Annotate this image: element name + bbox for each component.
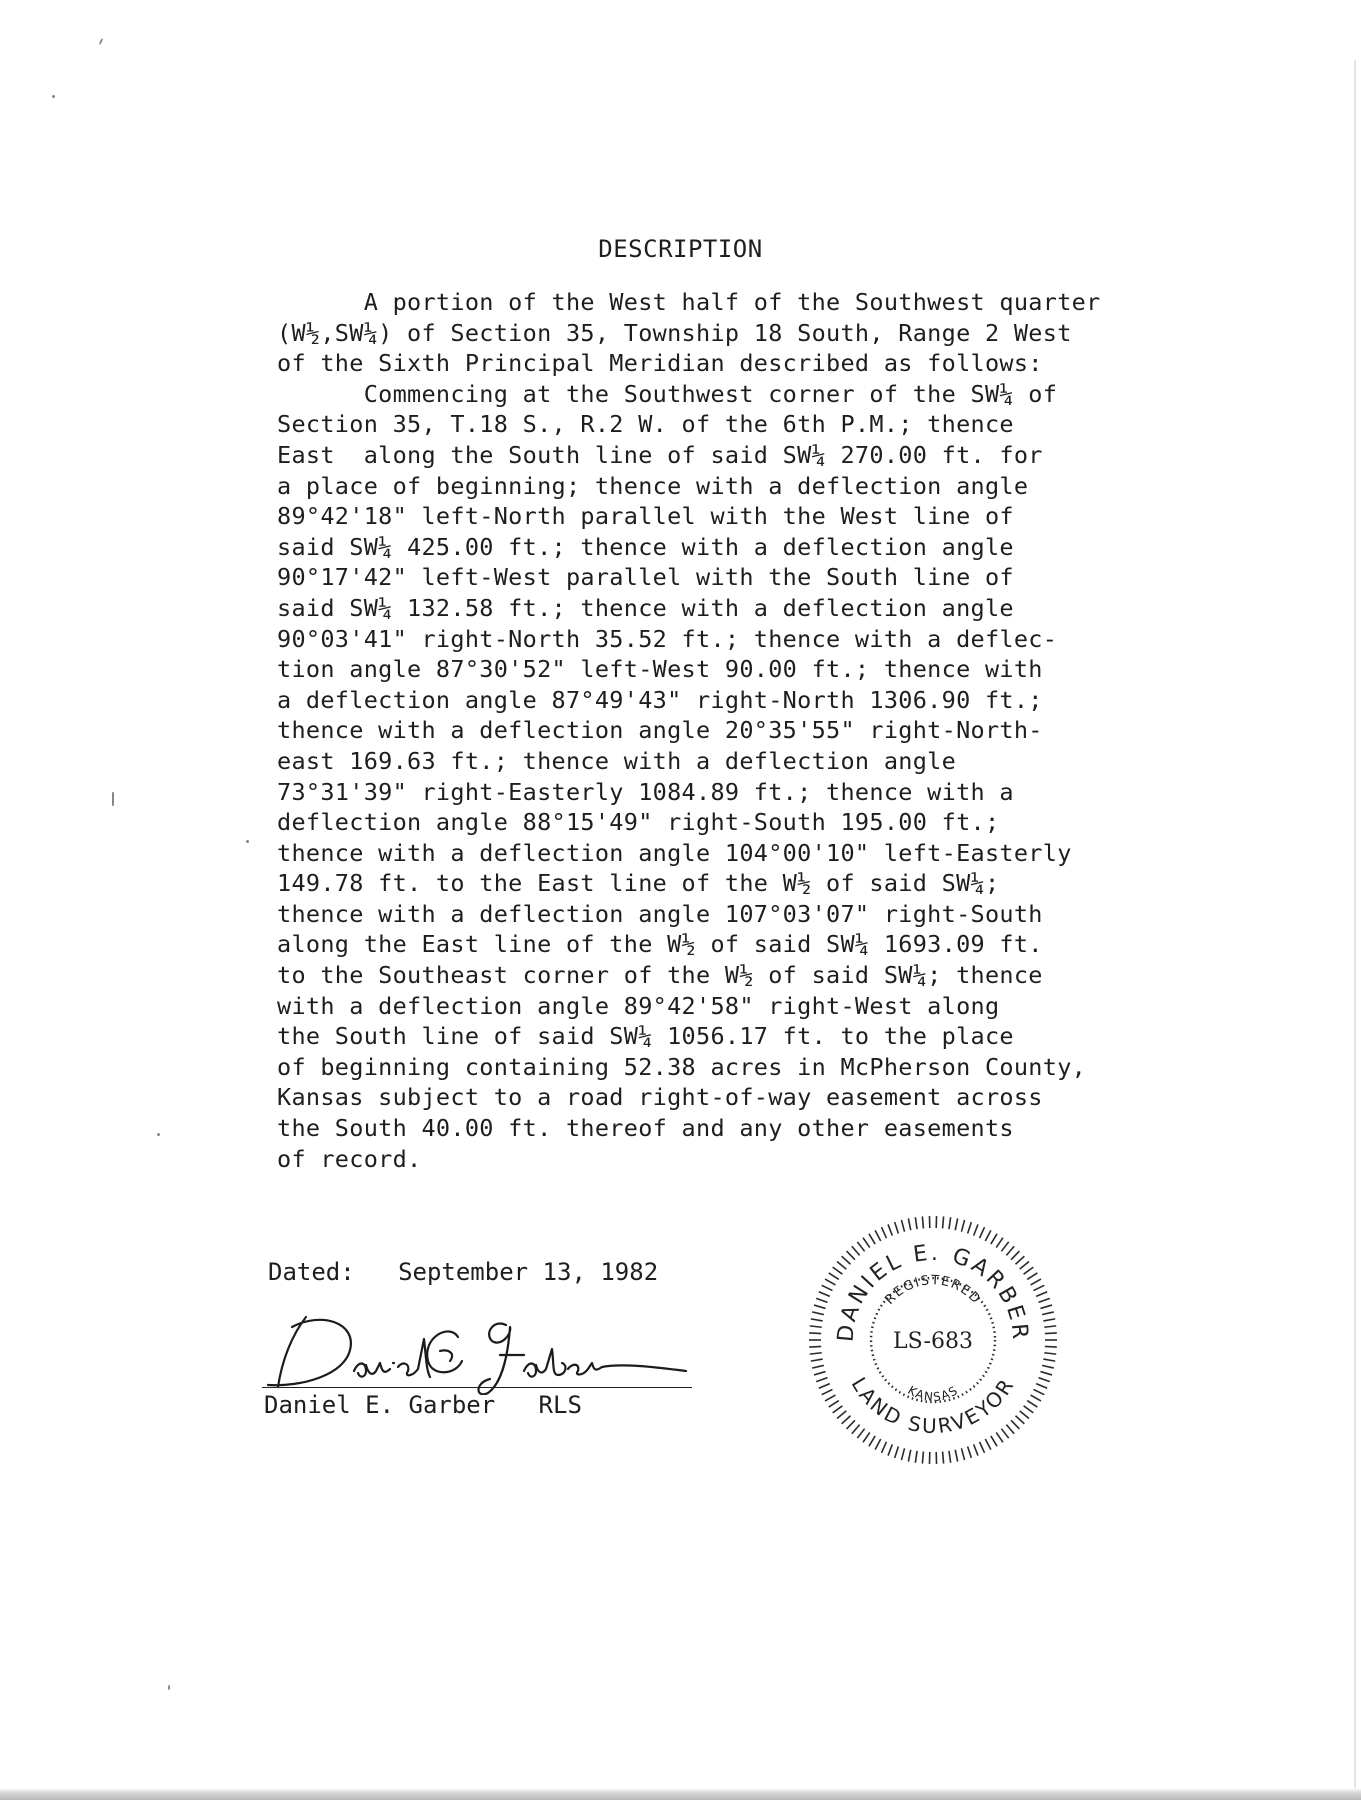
seal-tick [812,1312,824,1315]
seal-tick [822,1285,833,1290]
seal-tick [1042,1312,1054,1315]
seal-tick [991,1436,997,1446]
seal-tick [915,1451,917,1463]
document-title: DESCRIPTION [598,235,763,263]
seal-tick [1011,1420,1019,1429]
seal-tick [847,1251,855,1260]
seal-tick [915,1217,917,1229]
seal-tick [837,1411,846,1419]
description-line: of record. [277,1144,422,1173]
seal-tick [1038,1378,1049,1382]
seal-tick [825,1395,835,1401]
seal-tick [829,1273,839,1279]
seal-tick [1034,1389,1045,1394]
svg-text:LAND SURVEYOR [847,1373,1020,1438]
seal-tick [1044,1326,1056,1327]
seal-tick [829,1401,839,1407]
description-line: of the Sixth Principal Meridian described as follows: [277,349,1043,378]
seal-tick [985,1230,991,1241]
seal-tick [901,1220,904,1232]
seal-tick [901,1448,904,1460]
seal-tick [974,1444,978,1455]
seal-tick [1016,1416,1025,1424]
seal-tick [943,1452,944,1464]
seal-tick [863,1238,870,1248]
seal-tick [1011,1251,1019,1260]
description-line: said SW¼ 425.00 ft.; thence with a deflection angle [277,532,1014,561]
seal-outer-text: DANIEL E. GARBER [833,1240,1033,1343]
seal-tick [949,1217,951,1229]
seal-tick [888,1224,892,1235]
description-line: Kansas subject to a road right-of-way easement across [277,1083,1043,1112]
seal-tick [875,1230,881,1241]
seal-tick [1043,1359,1055,1361]
seal-tick [1027,1273,1037,1279]
seal-tick [1034,1285,1045,1290]
description-line: Commencing at the Southwest corner of the SW¼ of [277,379,1058,408]
seal-tick [857,1242,864,1252]
seal-tick [1001,1429,1008,1439]
seal-tick [842,1256,851,1264]
description-line: a deflection angle 87°49'43" right-North 1306.90 ft.; [277,685,1043,714]
seal-tick [1043,1319,1055,1321]
seal-tick [810,1353,822,1354]
seal-tick [888,1444,892,1455]
signer-name: Daniel E. Garber [264,1391,496,1419]
description-line: deflection angle 88°15'49" right-South 195.00 ft.; [277,808,1000,837]
description-line: along the East line of the W½ of said SW¼ 1693.09 ft. [277,930,1043,959]
seal-tick [857,1429,864,1439]
seal-tick [814,1305,826,1308]
surveyor-seal [803,1210,1063,1470]
description-line: 90°03'41" right-North 35.52 ft.; thence with a deflec- [277,624,1058,653]
scan-speck [52,95,55,98]
description-line: the South line of said SW¼ 1056.17 ft. to the place [277,1022,1014,1051]
seal-tick [1024,1406,1034,1413]
seal-tick [852,1425,860,1434]
seal-tick [852,1246,860,1255]
seal-tick [1040,1372,1052,1375]
description-line: 73°31'39" right-Easterly 1084.89 ft.; thence with a [277,777,1014,806]
seal-tick [895,1222,899,1233]
seal-tick [869,1436,875,1446]
seal-tick [1031,1279,1041,1285]
signature-line [262,1387,692,1388]
scan-speck [168,1685,170,1690]
seal-license-number: LS-683 [893,1329,973,1354]
seal-tick [922,1452,923,1464]
seal-tick [1031,1395,1041,1401]
seal-tick [833,1267,843,1274]
seal-tick [1006,1246,1014,1255]
description-line: Section 35, T.18 S., R.2 W. of the 6th P.M.; thence [277,410,1014,439]
seal-tick [955,1450,957,1462]
scan-edge-shadow [1354,60,1356,1790]
seal-tick [814,1372,826,1375]
seal-tick [1042,1365,1054,1368]
seal-tick [974,1224,978,1235]
seal-tick [810,1326,822,1327]
description-line: to the Southeast corner of the W½ of said SW¼; thence [277,961,1043,990]
dated-label: Dated: [268,1258,355,1286]
description-line: East along the South line of said SW¼ 270.00 ft. for [277,440,1043,469]
seal-tick [985,1439,991,1450]
seal-tick [819,1292,830,1297]
seal-tick [949,1451,951,1463]
seal-tick [968,1222,972,1233]
description-line: (W½,SW¼) of Section 35, Township 18 South, Range 2 West [277,318,1072,347]
seal-tick [980,1442,985,1453]
seal-tick [1006,1425,1014,1434]
description-line: 89°42'18" left-North parallel with the West line of [277,502,1014,531]
dated-line [268,1258,658,1286]
scan-bottom-edge [0,1788,1361,1800]
description-line: A portion of the West half of the Southwest quarter [277,288,1101,316]
seal-tick [847,1420,855,1429]
seal-tick [881,1442,886,1453]
seal-tick [968,1447,972,1458]
description-line: thence with a deflection angle 104°00'10" left-Easterly [277,838,1072,867]
seal-tick [961,1448,964,1460]
description-line: with a deflection angle 89°42'58" right-West along [277,991,1000,1020]
seal-tick [837,1262,846,1270]
seal-tick [881,1227,886,1238]
scan-speck [157,1133,160,1136]
description-line: east 169.63 ft.; thence with a deflection angle [277,746,957,775]
seal-tick [980,1227,985,1238]
description-line: thence with a deflection angle 20°35'55" right-North- [277,716,1043,745]
seal-tick [863,1432,870,1442]
seal-tick [1027,1401,1037,1407]
seal-tick [1044,1353,1056,1354]
svg-text:KANSAS [905,1383,960,1404]
description-line: 149.78 ft. to the East line of the W½ of said SW¼; [277,869,1000,898]
seal-tick [819,1384,830,1389]
seal-tick [1040,1305,1052,1308]
description-line: a place of beginning; thence with a deflection angle [277,471,1029,500]
seal-tick [1020,1411,1029,1419]
seal-tick [1045,1346,1057,1347]
seal-tick [825,1279,835,1285]
handwritten-signature [262,1305,692,1395]
seal-tick [1001,1242,1008,1252]
seal-tick [875,1439,881,1450]
seal-tick [922,1216,923,1228]
seal-tick [996,1432,1003,1442]
dated-value: September 13, 1982 [398,1258,659,1286]
seal-tick [908,1218,910,1230]
legal-description-body [277,287,1197,1174]
seal-registered-text: REGISTERED [882,1273,984,1308]
seal-tick [1024,1267,1034,1274]
seal-tick [1045,1333,1057,1334]
description-line: said SW¼ 132.58 ft.; thence with a deflection angle [277,593,1014,622]
seal-tick [1036,1384,1047,1389]
seal-tick [1020,1262,1029,1270]
seal-tick [1016,1256,1025,1264]
seal-tick [1036,1292,1047,1297]
seal-tick [812,1365,824,1368]
scan-speck [112,792,114,806]
seal-tick [816,1298,827,1302]
seal-tick [822,1389,833,1394]
signer-block [264,1391,582,1419]
svg-text:DANIEL E. GARBER [834,1241,1033,1343]
description-line: 90°17'42" left-West parallel with the South line of [277,563,1014,592]
seal-tick [809,1333,821,1334]
scan-speck [246,840,249,843]
seal-tick [991,1234,997,1244]
seal-tick [842,1416,851,1424]
scan-speck [99,38,104,45]
seal-tick [895,1447,899,1458]
seal-tick [961,1220,964,1232]
seal-tick [869,1234,875,1244]
description-line: of beginning containing 52.38 acres in McPherson County, [277,1052,1087,1081]
seal-tick [908,1450,910,1462]
seal-tick [833,1406,843,1413]
seal-tick [996,1238,1003,1248]
seal-bottom-text: LAND SURVEYOR [846,1372,1020,1439]
seal-tick [816,1378,827,1382]
description-line: the South 40.00 ft. thereof and any other easements [277,1114,1014,1143]
seal-tick [811,1359,823,1361]
svg-text:REGISTERED [882,1273,983,1308]
seal-tick [811,1319,823,1321]
description-line: thence with a deflection angle 107°03'07" right-South [277,899,1043,928]
seal-tick [955,1218,957,1230]
seal-tick [943,1216,944,1228]
seal-tick [809,1346,821,1347]
seal-state-text: KANSAS [905,1383,961,1405]
seal-tick [1038,1298,1049,1302]
description-line: tion angle 87°30'52" left-West 90.00 ft.; thence with [277,655,1043,684]
signer-title: RLS [538,1391,582,1419]
